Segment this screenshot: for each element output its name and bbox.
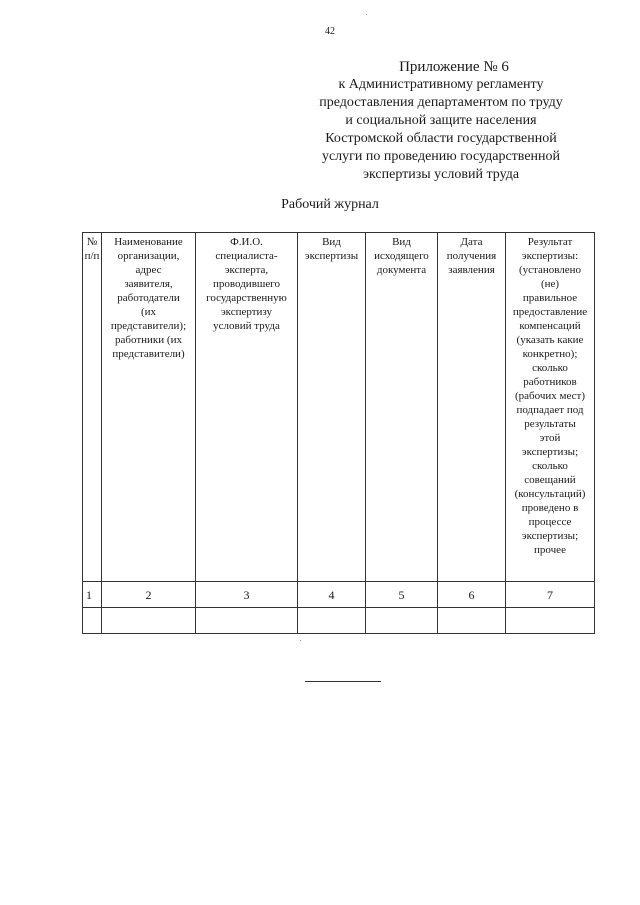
header-cell-line: Вид <box>322 236 341 248</box>
column-number-cell: 6 <box>438 582 506 608</box>
header-cell-line: экспертизы: <box>521 250 579 262</box>
column-number-cell: 4 <box>298 582 366 608</box>
header-cell-line: заявления <box>448 264 495 276</box>
header-cell-line: (их <box>140 306 157 318</box>
header-cell <box>438 233 506 582</box>
header-cell-line: адрес <box>135 264 162 276</box>
header-cell-line: организации, <box>117 250 180 262</box>
header-cell <box>196 233 298 582</box>
header-cell-line: Вид <box>392 236 411 248</box>
empty-cell <box>506 608 595 634</box>
column-number-cell: 3 <box>196 582 298 608</box>
header-cell-line: работники (их <box>115 334 182 346</box>
header-cell-line: (рабочих мест) <box>515 390 585 402</box>
scan-speck <box>300 640 301 641</box>
header-cell-line: (указать какие <box>516 334 584 346</box>
journal-table <box>82 232 595 634</box>
header-cell-line: (установлено <box>518 264 582 276</box>
column-number-cell: 5 <box>366 582 438 608</box>
header-cell-line: представители) <box>112 348 185 360</box>
empty-table-row <box>83 608 595 634</box>
empty-cell <box>102 608 196 634</box>
header-cell-line: проведено в <box>521 502 579 514</box>
appendix-line: услуги по проведению государственной <box>321 149 561 164</box>
header-cell-line: конкретно); <box>522 348 578 360</box>
header-cell <box>83 233 102 582</box>
column-number-cell: 2 <box>102 582 196 608</box>
header-cell <box>102 233 196 582</box>
appendix-line: экспертизы условий труда <box>362 167 520 182</box>
header-cell-line: документа <box>376 264 427 276</box>
empty-cell <box>438 608 506 634</box>
column-number-cell: 1 <box>83 582 102 608</box>
header-cell-line: специалиста- <box>215 250 278 262</box>
header-cell <box>298 233 366 582</box>
header-cell <box>506 233 595 582</box>
appendix-line: к Административному регламенту <box>338 77 544 92</box>
header-cell-line: предоставление <box>512 306 588 318</box>
header-cell-line: прочее <box>534 544 566 556</box>
page-number: 42 <box>325 26 335 37</box>
header-cell-line: экспертизы <box>304 250 359 262</box>
appendix-block <box>296 58 586 184</box>
header-cell-line: № <box>86 236 98 248</box>
header-cell-line: Наименование <box>114 236 183 248</box>
header-cell-line: сколько <box>532 460 568 472</box>
header-cell-line: подпадает под <box>516 404 584 416</box>
empty-cell <box>196 608 298 634</box>
table-header-row <box>83 233 595 582</box>
header-cell-line: государственную <box>206 292 287 304</box>
document-title: Рабочий журнал <box>281 197 379 212</box>
header-cell-line: Результат <box>527 236 573 248</box>
header-cell-line: заявителя, <box>124 278 173 290</box>
header-cell <box>366 233 438 582</box>
appendix-line: предоставления департаментом по труду <box>319 95 563 110</box>
header-cell-line: процессе <box>528 516 572 528</box>
header-cell-line: (консультаций) <box>514 488 586 500</box>
header-cell-line: экспертизы; <box>521 530 579 542</box>
header-cell-line: условий труда <box>213 320 280 332</box>
header-cell-line: представители); <box>110 320 187 332</box>
header-cell-line: результаты <box>524 418 576 430</box>
header-cell-line: сколько <box>532 362 568 374</box>
appendix-line: и социальной защите населения <box>345 113 537 128</box>
header-cell-line: работодатели <box>117 292 180 304</box>
header-cell-line: Дата <box>460 236 483 248</box>
empty-cell <box>83 608 102 634</box>
closing-line <box>305 681 381 682</box>
header-cell-line: этой <box>539 432 561 444</box>
header-cell-line: исходящего <box>374 250 429 262</box>
empty-cell <box>298 608 366 634</box>
header-cell-line: совещаний <box>524 474 576 486</box>
header-cell-line: (не) <box>540 278 560 290</box>
header-cell-line: п/п <box>84 250 100 262</box>
header-cell-line: правильное <box>522 292 578 304</box>
column-number-cell: 7 <box>506 582 595 608</box>
header-cell-line: Ф.И.О. <box>230 236 263 248</box>
header-cell-line: получения <box>446 250 497 262</box>
header-cell-line: проводившего <box>213 278 280 290</box>
header-cell-line: компенсаций <box>519 320 581 332</box>
header-cell-line: экспертизы; <box>521 446 579 458</box>
appendix-heading: Приложение № 6 <box>399 59 509 75</box>
empty-cell <box>366 608 438 634</box>
header-cell-line: экспертизу <box>220 306 273 318</box>
header-cell-line: эксперта, <box>224 264 269 276</box>
scan-speck <box>366 14 367 15</box>
column-number-row <box>83 582 595 608</box>
header-cell-line: работников <box>523 376 577 388</box>
appendix-line: Костромской области государственной <box>325 131 557 146</box>
